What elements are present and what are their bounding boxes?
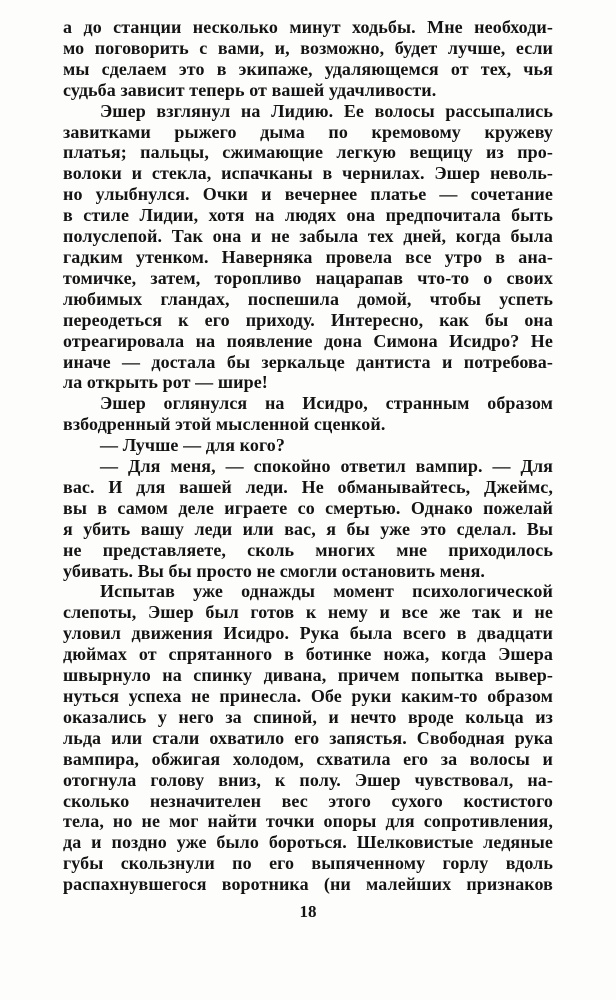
body-text [63, 17, 553, 895]
text-line: нуться успеха не принесла. Обе руки каким-то образом [63, 686, 553, 706]
text-line: мы сделаем это в экипаже, удаляющемся от тех, чья [63, 58, 553, 79]
text-line: полуслепой. Так она и не забыла тех дней, когда была [63, 226, 553, 247]
text-line: судьба зависит теперь от вашей удачливости. [63, 79, 437, 100]
text-line: да и поздно уже было бороться. Шелковистые ледяные [63, 832, 553, 853]
text-line: швырнуло на спинку дивана, причем попытка вывер- [63, 665, 553, 686]
text-line: отогнула голову вниз, к полу. Эшер чувствовал, на- [63, 769, 553, 790]
text-line: взбодренный этой мысленной сценкой. [63, 414, 386, 435]
text-line: в стиле Лидии, хотя на людях она предпочитала быть [63, 205, 553, 226]
text-line: мо поговорить с вами, и, возможно, будет лучше, если [63, 37, 553, 58]
text-line: вы в самом деле играете со смертью. Однако пожелай [63, 497, 553, 518]
text-line: не представляете, сколь многих мне приходилось [63, 539, 553, 560]
text-line: я убить вашу леди или вас, я бы уже это сделал. Вы [63, 518, 553, 539]
text-line: томичке, затем, торопливо нацарапав что-то о своих [63, 267, 553, 288]
text-line: Эшер оглянулся на Исидро, странным образом [100, 393, 553, 414]
text-line: завитками рыжего дыма по кремовому кружеву [63, 121, 553, 142]
text-line: Эшер взглянул на Лидию. Ее волосы рассыпались [100, 100, 553, 121]
text-line: любимых гландах, поспешила домой, чтобы успеть [63, 288, 553, 309]
text-line: распахнувшегося воротника (ни малейших признаков [63, 874, 553, 895]
text-line: а до станции несколько минут ходьбы. Мне необходи- [63, 17, 553, 37]
text-line: но улыбнулся. Очки и вечернее платье — сочетание [63, 184, 553, 205]
page-number: 18 [299, 902, 317, 921]
text-line: волоки и стекла, испачканы в чернилах. Эшер неволь- [63, 163, 553, 184]
text-line: иначе — достала бы зеркальце дантиста и потребова- [63, 351, 553, 372]
text-line: вас. И для вашей леди. Не обманывайтесь, Джеймс, [63, 476, 553, 497]
text-line: тела, но не мог найти точки опоры для сопротивления, [63, 811, 553, 832]
text-line: переодеться к его приходу. Интересно, как бы она [63, 309, 553, 330]
text-line: — Для меня, — спокойно ответил вампир. — Для [100, 456, 553, 477]
text-line: вампира, обжигая холодом, схватила его за волосы и [63, 748, 553, 769]
text-line: гадким утенком. Наверняка провела все утро в ана- [63, 246, 553, 267]
text-line: ла открыть рот — шире! [63, 372, 268, 393]
text-line: оказались у него за спиной, и нечто вроде кольца из [63, 706, 553, 727]
text-line: убивать. Вы бы просто не смогли остановить меня. [63, 560, 486, 581]
text-line: Испытав уже однажды момент психологической [100, 581, 553, 602]
text-line: льда или стали охватило его запястья. Свободная рука [63, 727, 553, 748]
text-line: уловил движения Исидро. Рука была всего в двадцати [63, 623, 553, 644]
text-line: платья; пальцы, сжимающие легкую вещицу из про- [63, 142, 553, 163]
text-line: сколько незначителен вес этого сухого костистого [63, 790, 553, 811]
text-line: отреагировала на появление дона Симона Исидро? Не [63, 330, 553, 351]
text-line: — Лучше — для кого? [100, 435, 286, 456]
text-line: губы скользнули по его выпяченному горлу вдоль [63, 853, 553, 874]
text-line: дюймах от спрятанного в ботинке ножа, когда Эшера [63, 644, 553, 665]
text-line: слепоты, Эшер был готов к нему и все же так и не [63, 602, 553, 623]
